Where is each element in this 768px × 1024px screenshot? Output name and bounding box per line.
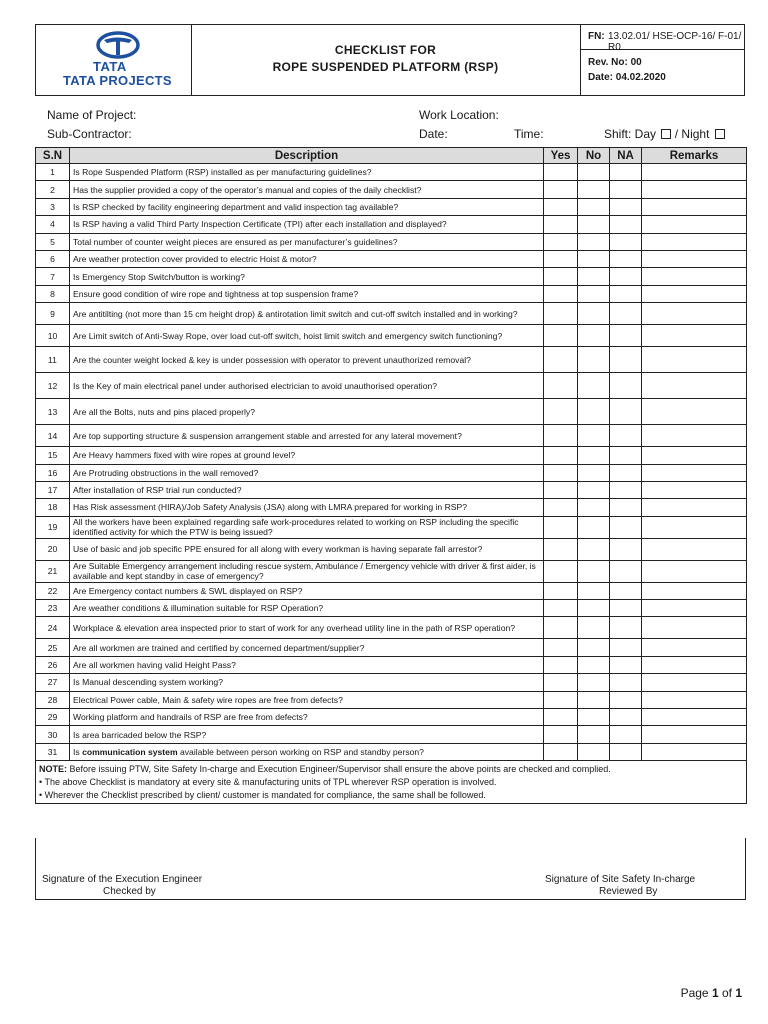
yes-cell[interactable] <box>544 164 578 181</box>
yes-cell[interactable] <box>544 233 578 250</box>
fn-label: FN: <box>588 31 605 42</box>
na-cell[interactable] <box>610 233 642 250</box>
row-number: 28 <box>36 691 70 708</box>
no-cell[interactable] <box>578 600 610 617</box>
row-number: 5 <box>36 233 70 250</box>
note-line-3: • Wherever the Checklist prescribed by client/ customer is mandated for compliance, the same shall be followed. <box>39 790 486 801</box>
checklist-row <box>36 726 747 743</box>
row-description: Are the counter weight locked & key is under possession with operator to prevent unauthorized removal? <box>70 347 544 373</box>
checklist-row <box>36 399 747 425</box>
row-description: Is Emergency Stop Switch/button is working? <box>70 268 544 285</box>
checklist-row <box>36 233 747 250</box>
na-cell[interactable] <box>610 691 642 708</box>
row-number: 19 <box>36 516 70 538</box>
row-number: 17 <box>36 481 70 498</box>
fn-row <box>580 25 744 53</box>
checklist-row <box>36 325 747 347</box>
remarks-cell[interactable] <box>642 617 747 639</box>
yes-cell[interactable] <box>544 639 578 656</box>
checklist-row <box>36 691 747 708</box>
checklist-row <box>36 743 747 760</box>
row-number: 13 <box>36 399 70 425</box>
col-yes: Yes <box>544 148 578 164</box>
shift-field <box>604 127 725 141</box>
no-cell[interactable] <box>578 347 610 373</box>
na-cell[interactable] <box>610 303 642 325</box>
row-description: All the workers have been explained regarding safe work-procedures related to working on RSP including the specific identified activity for which the PTW is being issued? <box>70 516 544 538</box>
no-cell[interactable] <box>578 216 610 233</box>
row-number: 31 <box>36 743 70 760</box>
day-checkbox[interactable] <box>661 129 671 139</box>
table-header-row <box>36 148 747 164</box>
remarks-cell[interactable] <box>642 600 747 617</box>
checklist-row <box>36 538 747 560</box>
na-cell[interactable] <box>610 600 642 617</box>
no-cell[interactable] <box>578 198 610 215</box>
yes-cell[interactable] <box>544 674 578 691</box>
checked-by-label: Checked by <box>103 886 156 897</box>
no-cell[interactable] <box>578 617 610 639</box>
notes-cell <box>36 761 747 804</box>
remarks-cell[interactable] <box>642 399 747 425</box>
no-cell[interactable] <box>578 447 610 464</box>
no-cell[interactable] <box>578 268 610 285</box>
col-na: NA <box>610 148 642 164</box>
yes-cell[interactable] <box>544 656 578 673</box>
yes-cell[interactable] <box>544 709 578 726</box>
na-cell[interactable] <box>610 538 642 560</box>
yes-cell[interactable] <box>544 743 578 760</box>
row-number: 30 <box>36 726 70 743</box>
checklist-row <box>36 464 747 481</box>
row-number: 23 <box>36 600 70 617</box>
remarks-cell[interactable] <box>642 303 747 325</box>
no-cell[interactable] <box>578 560 610 582</box>
na-cell[interactable] <box>610 516 642 538</box>
row-description: Is RSP checked by facility engineering department and valid inspection tag available? <box>70 198 544 215</box>
no-cell[interactable] <box>578 164 610 181</box>
remarks-cell[interactable] <box>642 691 747 708</box>
yes-cell[interactable] <box>544 499 578 516</box>
row-description: Are Suitable Emergency arrangement including rescue system, Ambulance / Emergency vehicle with driver & first aider, is available and kept standby in case of emergency? <box>70 560 544 582</box>
row-number: 15 <box>36 447 70 464</box>
execution-engineer-signature-label: Signature of the Execution Engineer <box>42 874 203 885</box>
yes-cell[interactable] <box>544 303 578 325</box>
note-label: NOTE: <box>39 764 67 775</box>
yes-cell[interactable] <box>544 325 578 347</box>
remarks-cell[interactable] <box>642 164 747 181</box>
doc-date: Date: 04.02.2020 <box>588 72 666 83</box>
checklist-row <box>36 656 747 673</box>
doc-control-cell <box>580 25 744 95</box>
no-cell[interactable] <box>578 743 610 760</box>
no-cell[interactable] <box>578 303 610 325</box>
remarks-cell[interactable] <box>642 582 747 599</box>
yes-cell[interactable] <box>544 726 578 743</box>
na-cell[interactable] <box>610 709 642 726</box>
no-cell[interactable] <box>578 582 610 599</box>
na-cell[interactable] <box>610 582 642 599</box>
yes-cell[interactable] <box>544 617 578 639</box>
yes-cell[interactable] <box>544 538 578 560</box>
reviewed-by-label: Reviewed By <box>599 886 658 897</box>
row-description: Working platform and handrails of RSP are free from defects? <box>70 709 544 726</box>
checklist-row <box>36 674 747 691</box>
na-cell[interactable] <box>610 743 642 760</box>
doc-title-line2: ROPE SUSPENDED PLATFORM (RSP) <box>272 60 499 74</box>
checklist-row <box>36 639 747 656</box>
yes-cell[interactable] <box>544 285 578 302</box>
row-description: Is Rope Suspended Platform (RSP) installed as per manufacturing guidelines? <box>70 164 544 181</box>
remarks-cell[interactable] <box>642 709 747 726</box>
row-description: Use of basic and job specific PPE ensured for all along with every workman is having separate fall arrestor? <box>70 538 544 560</box>
signature-block <box>35 838 746 900</box>
row-description: Are weather conditions & illumination suitable for RSP Operation? <box>70 600 544 617</box>
row-description: Are all the Bolts, nuts and pins placed properly? <box>70 399 544 425</box>
page-number: Page 1 of 1 <box>680 986 742 1000</box>
row-number: 6 <box>36 250 70 267</box>
row-number: 9 <box>36 303 70 325</box>
row-description: Electrical Power cable, Main & safety wire ropes are free from defects? <box>70 691 544 708</box>
row-number: 25 <box>36 639 70 656</box>
remarks-cell[interactable] <box>642 216 747 233</box>
no-cell[interactable] <box>578 538 610 560</box>
na-cell[interactable] <box>610 639 642 656</box>
row-number: 10 <box>36 325 70 347</box>
na-cell[interactable] <box>610 216 642 233</box>
remarks-cell[interactable] <box>642 726 747 743</box>
row-number: 2 <box>36 181 70 198</box>
row-description: Is area barricaded below the RSP? <box>70 726 544 743</box>
yes-cell[interactable] <box>544 425 578 447</box>
no-cell[interactable] <box>578 373 610 399</box>
na-cell[interactable] <box>610 447 642 464</box>
shift-slash: / <box>674 127 679 141</box>
no-cell[interactable] <box>578 399 610 425</box>
remarks-cell[interactable] <box>642 481 747 498</box>
na-cell[interactable] <box>610 198 642 215</box>
no-cell[interactable] <box>578 250 610 267</box>
row-number: 8 <box>36 285 70 302</box>
no-cell[interactable] <box>578 181 610 198</box>
na-cell[interactable] <box>610 347 642 373</box>
row-number: 16 <box>36 464 70 481</box>
row-description: Is communication system available between person working on RSP and standby person? <box>70 743 544 760</box>
na-cell[interactable] <box>610 481 642 498</box>
checklist-table <box>35 147 747 804</box>
checklist-row <box>36 481 747 498</box>
row-description: Are top supporting structure & suspension arrangement stable and arrested for any lateral movement? <box>70 425 544 447</box>
na-cell[interactable] <box>610 250 642 267</box>
remarks-cell[interactable] <box>642 639 747 656</box>
no-cell[interactable] <box>578 481 610 498</box>
na-cell[interactable] <box>610 181 642 198</box>
remarks-cell[interactable] <box>642 499 747 516</box>
row-description: Are all workmen are trained and certified by concerned department/supplier? <box>70 639 544 656</box>
no-cell[interactable] <box>578 674 610 691</box>
col-no: No <box>578 148 610 164</box>
na-cell[interactable] <box>610 325 642 347</box>
row-description: Workplace & elevation area inspected prior to start of work for any overhead utility line in the path of RSP operation? <box>70 617 544 639</box>
remarks-cell[interactable] <box>642 325 747 347</box>
note-line-1: Before issuing PTW, Site Safety In-charge and Execution Engineer/Supervisor shall ensure the above points are checked and complied. <box>67 764 611 775</box>
no-cell[interactable] <box>578 726 610 743</box>
row-description: Are all workmen having valid Height Pass? <box>70 656 544 673</box>
row-number: 4 <box>36 216 70 233</box>
row-number: 27 <box>36 674 70 691</box>
yes-cell[interactable] <box>544 516 578 538</box>
yes-cell[interactable] <box>544 447 578 464</box>
checklist-row <box>36 198 747 215</box>
row-description: Total number of counter weight pieces are ensured as per manufacturer’s guidelines? <box>70 233 544 250</box>
checklist-row <box>36 268 747 285</box>
checklist-row <box>36 447 747 464</box>
checklist-row <box>36 347 747 373</box>
na-cell[interactable] <box>610 164 642 181</box>
tata-logo-icon <box>96 31 140 59</box>
row-description: Is the Key of main electrical panel under authorised electrician to avoid unauthorised operation? <box>70 373 544 399</box>
note-line-2: • The above Checklist is mandatory at every site & manufacturing units of TPL wherever RSP operation is involved. <box>39 777 497 788</box>
row-number: 11 <box>36 347 70 373</box>
checklist-row <box>36 516 747 538</box>
remarks-cell[interactable] <box>642 250 747 267</box>
no-cell[interactable] <box>578 233 610 250</box>
yes-cell[interactable] <box>544 250 578 267</box>
remarks-cell[interactable] <box>642 268 747 285</box>
row-description: Has the supplier provided a copy of the operator’s manual and copies of the daily checklist? <box>70 181 544 198</box>
remarks-cell[interactable] <box>642 373 747 399</box>
doc-title-line1: CHECKLIST FOR <box>334 43 437 57</box>
document-header <box>35 24 745 96</box>
row-description: Are Protruding obstructions in the wall removed? <box>70 464 544 481</box>
logo-word: TATA <box>93 59 127 74</box>
checklist-row <box>36 499 747 516</box>
no-cell[interactable] <box>578 516 610 538</box>
remarks-cell[interactable] <box>642 425 747 447</box>
na-cell[interactable] <box>610 656 642 673</box>
remarks-cell[interactable] <box>642 516 747 538</box>
row-description: Are Heavy hammers fixed with wire ropes at ground level? <box>70 447 544 464</box>
na-cell[interactable] <box>610 285 642 302</box>
logo-cell <box>36 25 192 95</box>
yes-cell[interactable] <box>544 464 578 481</box>
row-description: Has Risk assessment (HIRA)/Job Safety Analysis (JSA) along with LMRA prepared for working in RSP? <box>70 499 544 516</box>
row-number: 21 <box>36 560 70 582</box>
remarks-cell[interactable] <box>642 347 747 373</box>
checklist-row <box>36 250 747 267</box>
yes-cell[interactable] <box>544 181 578 198</box>
remarks-cell[interactable] <box>642 656 747 673</box>
no-cell[interactable] <box>578 325 610 347</box>
night-checkbox[interactable] <box>715 129 725 139</box>
no-cell[interactable] <box>578 656 610 673</box>
row-description: Are antitilting (not more than 15 cm height drop) & antirotation limit switch and cut-off switch installed and in working? <box>70 303 544 325</box>
yes-cell[interactable] <box>544 216 578 233</box>
notes-row <box>36 761 747 804</box>
remarks-cell[interactable] <box>642 560 747 582</box>
yes-cell[interactable] <box>544 481 578 498</box>
checklist-row <box>36 181 747 198</box>
yes-cell[interactable] <box>544 582 578 599</box>
remarks-cell[interactable] <box>642 181 747 198</box>
row-number: 1 <box>36 164 70 181</box>
date-label: Date: <box>419 127 448 141</box>
remarks-cell[interactable] <box>642 674 747 691</box>
row-number: 20 <box>36 538 70 560</box>
yes-cell[interactable] <box>544 373 578 399</box>
row-description: Are Emergency contact numbers & SWL displayed on RSP? <box>70 582 544 599</box>
remarks-cell[interactable] <box>642 447 747 464</box>
yes-cell[interactable] <box>544 691 578 708</box>
time-label: Time: <box>514 127 544 141</box>
no-cell[interactable] <box>578 464 610 481</box>
na-cell[interactable] <box>610 425 642 447</box>
row-number: 12 <box>36 373 70 399</box>
row-description: Are Limit switch of Anti-Sway Rope, over load cut-off switch, hoist limit switch and emergency switch functioning? <box>70 325 544 347</box>
na-cell[interactable] <box>610 674 642 691</box>
no-cell[interactable] <box>578 425 610 447</box>
no-cell[interactable] <box>578 639 610 656</box>
yes-cell[interactable] <box>544 347 578 373</box>
na-cell[interactable] <box>610 726 642 743</box>
row-number: 29 <box>36 709 70 726</box>
checklist-row <box>36 560 747 582</box>
checklist-row <box>36 373 747 399</box>
remarks-cell[interactable] <box>642 285 747 302</box>
col-description: Description <box>70 148 544 164</box>
checklist-row <box>36 425 747 447</box>
remarks-cell[interactable] <box>642 198 747 215</box>
na-cell[interactable] <box>610 399 642 425</box>
fn-value: 13.02.01/ HSE-OCP-16/ F-01/ R0 <box>608 31 742 53</box>
row-description: Is Manual descending system working? <box>70 674 544 691</box>
na-cell[interactable] <box>610 464 642 481</box>
no-cell[interactable] <box>578 691 610 708</box>
row-number: 26 <box>36 656 70 673</box>
title-cell <box>191 25 581 95</box>
checklist-row <box>36 582 747 599</box>
logo-company: TATA PROJECTS <box>63 73 172 88</box>
shift-day-label: Shift: Day <box>604 127 657 141</box>
na-cell[interactable] <box>610 268 642 285</box>
name-of-project-label: Name of Project: <box>47 108 137 122</box>
remarks-cell[interactable] <box>642 233 747 250</box>
row-number: 7 <box>36 268 70 285</box>
no-cell[interactable] <box>578 285 610 302</box>
sub-contractor-label: Sub-Contractor: <box>47 127 132 141</box>
checklist-row <box>36 285 747 302</box>
na-cell[interactable] <box>610 373 642 399</box>
remarks-cell[interactable] <box>642 538 747 560</box>
rev-no: Rev. No: 00 <box>588 57 642 68</box>
row-description: Are weather protection cover provided to electric Hoist & motor? <box>70 250 544 267</box>
col-sn: S.N <box>36 148 70 164</box>
checklist-row <box>36 600 747 617</box>
remarks-cell[interactable] <box>642 743 747 760</box>
yes-cell[interactable] <box>544 268 578 285</box>
row-number: 18 <box>36 499 70 516</box>
checklist-row <box>36 617 747 639</box>
row-number: 3 <box>36 198 70 215</box>
row-number: 24 <box>36 617 70 639</box>
remarks-cell[interactable] <box>642 464 747 481</box>
yes-cell[interactable] <box>544 399 578 425</box>
no-cell[interactable] <box>578 709 610 726</box>
na-cell[interactable] <box>610 617 642 639</box>
row-number: 14 <box>36 425 70 447</box>
yes-cell[interactable] <box>544 198 578 215</box>
row-number: 22 <box>36 582 70 599</box>
checklist-row <box>36 709 747 726</box>
checklist-row <box>36 216 747 233</box>
checklist-row <box>36 303 747 325</box>
yes-cell[interactable] <box>544 600 578 617</box>
row-description: After installation of RSP trial run conducted? <box>70 481 544 498</box>
na-cell[interactable] <box>610 560 642 582</box>
na-cell[interactable] <box>610 499 642 516</box>
safety-incharge-signature-label: Signature of Site Safety In-charge <box>545 874 696 885</box>
col-remarks: Remarks <box>642 148 747 164</box>
row-description: Is RSP having a valid Third Party Inspection Certificate (TPI) after each installation and displayed? <box>70 216 544 233</box>
no-cell[interactable] <box>578 499 610 516</box>
yes-cell[interactable] <box>544 560 578 582</box>
work-location-label: Work Location: <box>419 108 499 122</box>
shift-night-label: Night <box>681 127 710 141</box>
checklist-row <box>36 164 747 181</box>
row-description: Ensure good condition of wire rope and tightness at top suspension frame? <box>70 285 544 302</box>
